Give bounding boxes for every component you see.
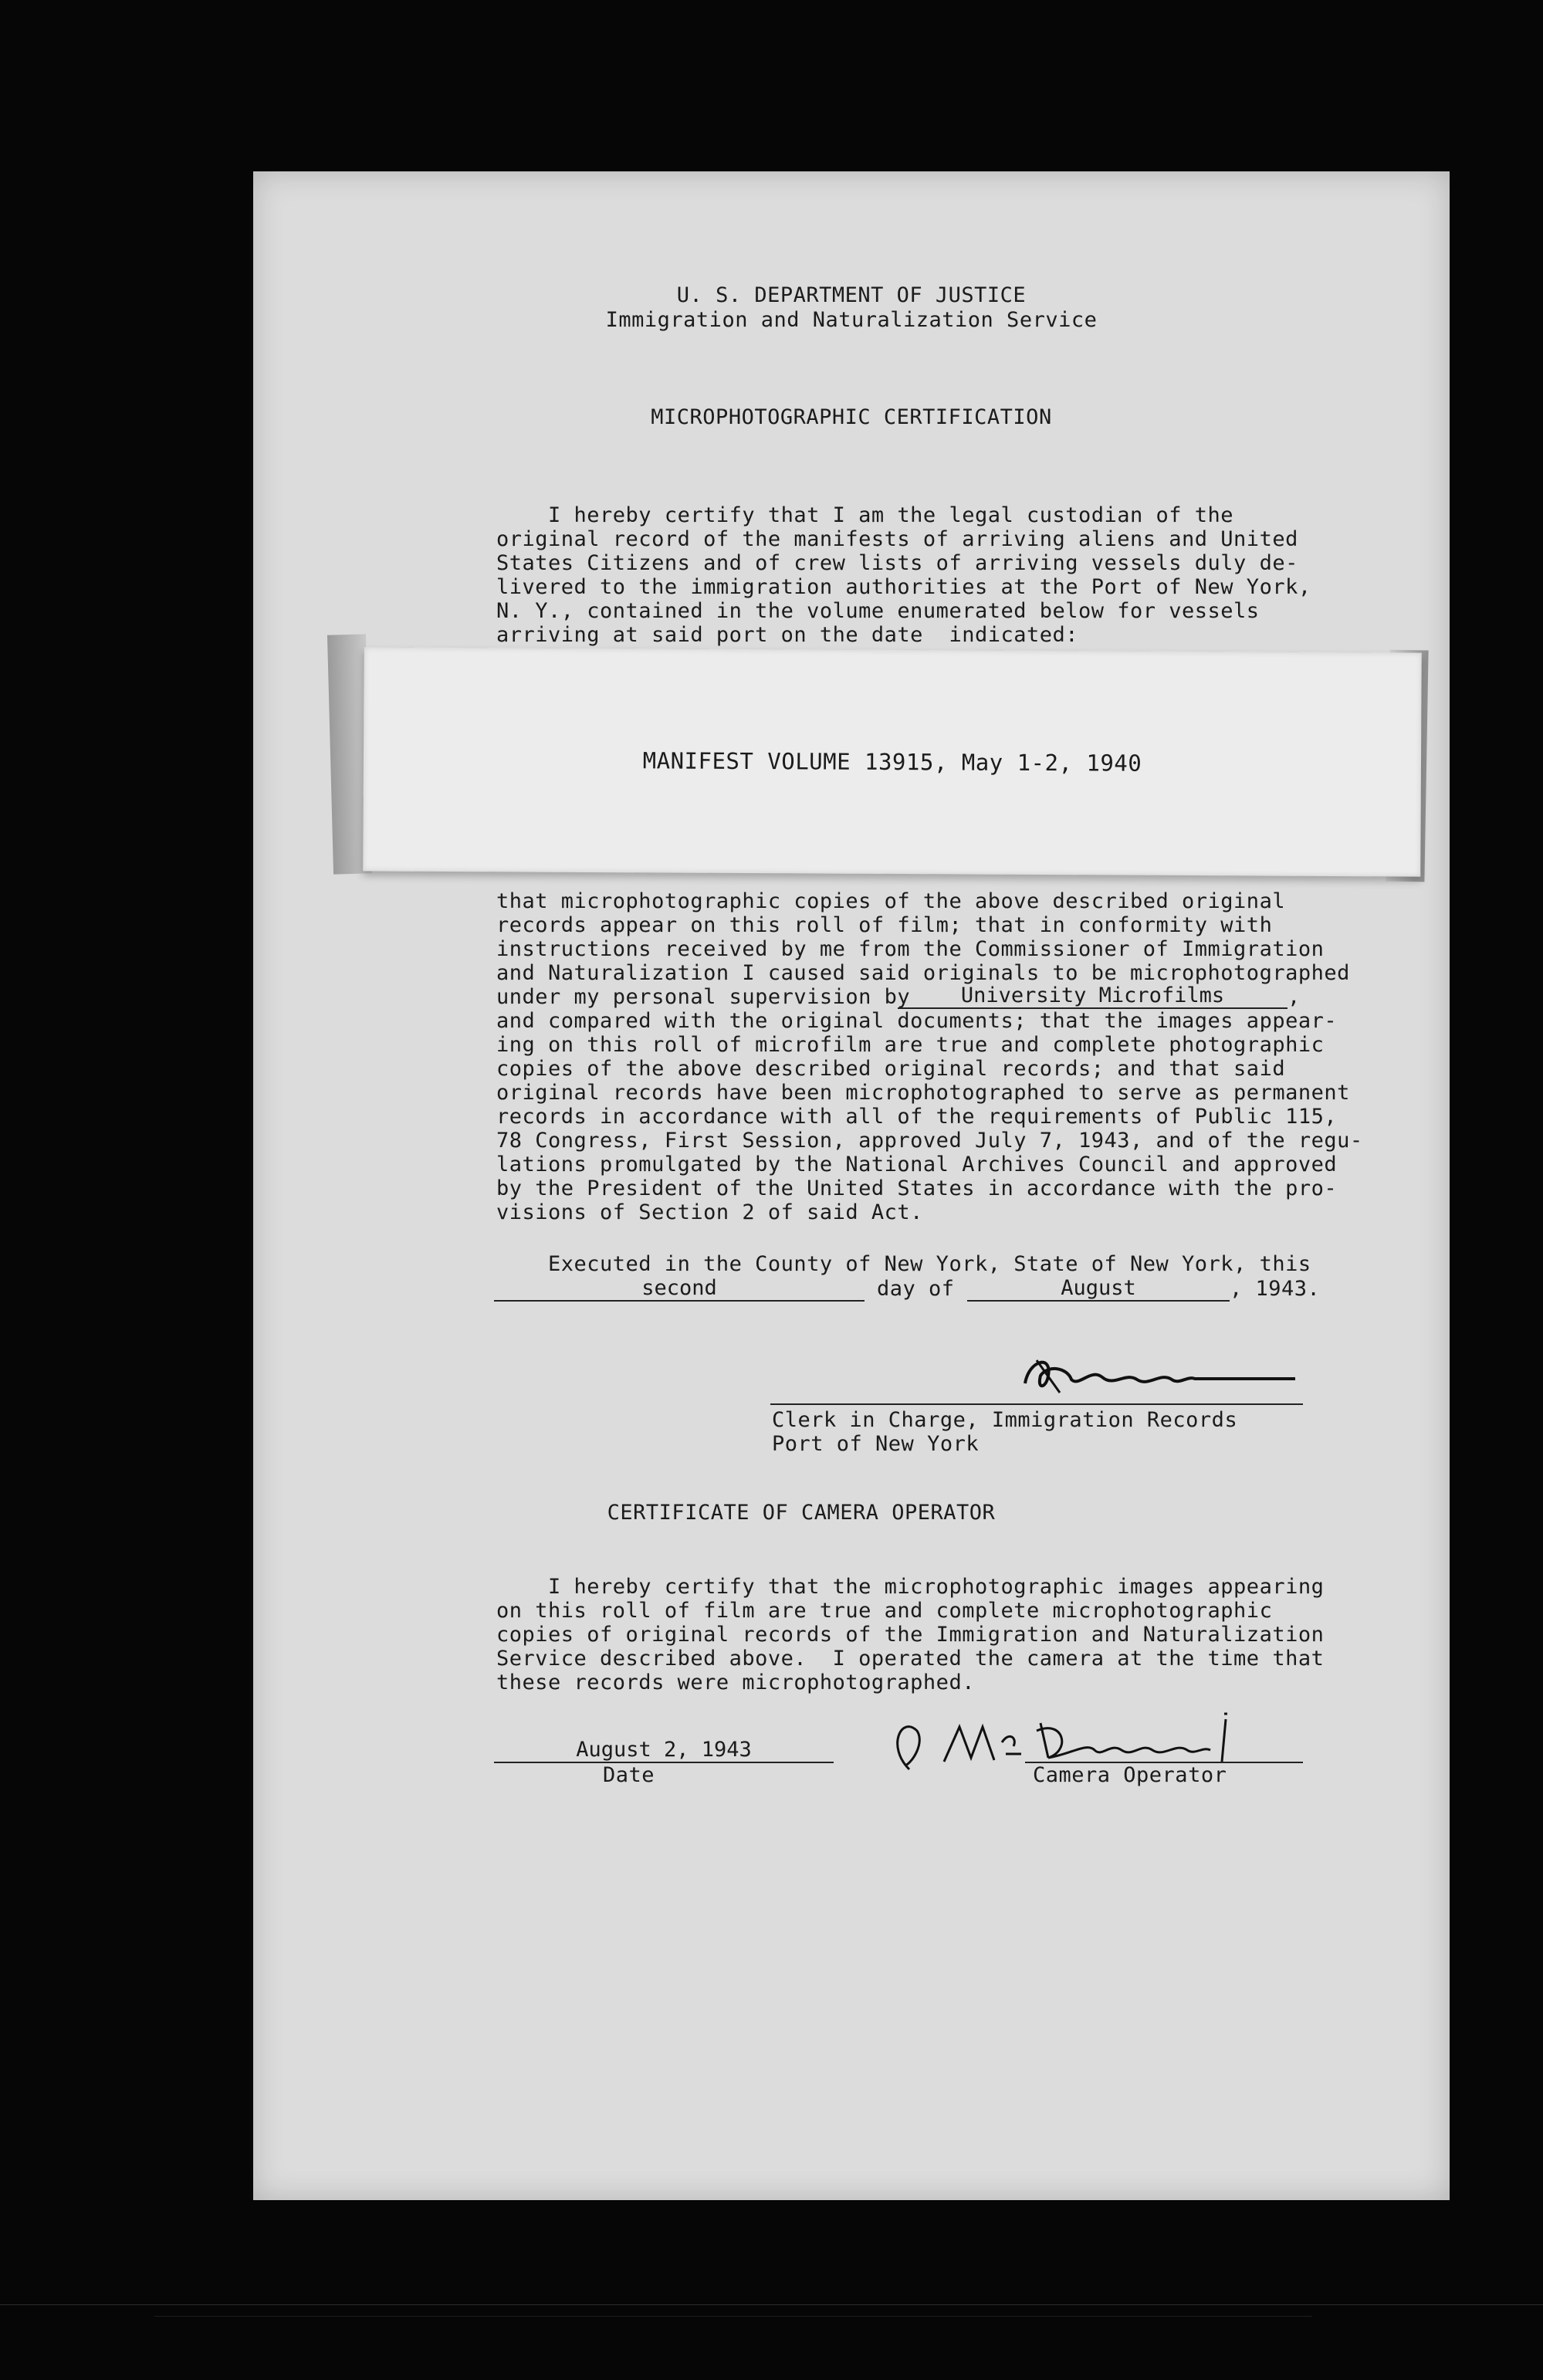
paragraph-line: States Citizens and of crew lists of arriving vessels duly de- bbox=[496, 551, 1298, 575]
paragraph-line: records in accordance with all of the requirements of Public 115, bbox=[496, 1105, 1338, 1129]
day-field: second bbox=[494, 1277, 865, 1302]
paragraph-line: by the President of the United States in accordance with the pro- bbox=[496, 1176, 1338, 1200]
paragraph-line: original records have been microphotographed to serve as permanent bbox=[496, 1081, 1350, 1105]
paragraph-line: I hereby certify that the microphotographic images appearing bbox=[496, 1575, 1325, 1599]
film-scratch bbox=[0, 2304, 1543, 2305]
year-label: , 1943. bbox=[1230, 1277, 1321, 1301]
department-heading: U. S. DEPARTMENT OF JUSTICE bbox=[676, 283, 1027, 307]
paragraph-line: Service described above. I operated the camera at the time that bbox=[496, 1647, 1325, 1671]
service-heading: Immigration and Naturalization Service bbox=[605, 308, 1098, 332]
paragraph-line: lations promulgated by the National Archives Council and approved bbox=[496, 1153, 1338, 1176]
paragraph-line: that microphotographic copies of the above described original bbox=[496, 889, 1286, 913]
paragraph-line: on this roll of film are true and complete microphotographic bbox=[496, 1599, 1273, 1623]
comma: , bbox=[1288, 985, 1301, 1009]
certificate-page bbox=[253, 171, 1450, 2200]
paragraph-line: instructions received by me from the Commissioner of Immigration bbox=[496, 937, 1325, 961]
supervision-name-field: University Microfilms bbox=[898, 984, 1288, 1009]
paragraph-line: these records were microphotographed. bbox=[496, 1671, 975, 1694]
clerk-signature-line bbox=[770, 1403, 1303, 1405]
paragraph-line: and compared with the original documents; that the images appear- bbox=[496, 1009, 1338, 1033]
manifest-volume-label: MANIFEST VOLUME 13915, May 1-2, 1940 bbox=[642, 747, 1142, 777]
clerk-title: Clerk in Charge, Immigration Records bbox=[772, 1408, 1238, 1432]
paragraph-line: copies of the above described original records; and that said bbox=[496, 1057, 1286, 1081]
date-label: Date bbox=[603, 1763, 655, 1787]
paragraph-line: visions of Section 2 of said Act. bbox=[496, 1200, 923, 1224]
paragraph-line: livered to the immigration authorities at the Port of New York, bbox=[496, 575, 1311, 599]
paragraph-line: arriving at said port on the date indicated: bbox=[496, 623, 1078, 647]
camera-operator-label: Camera Operator bbox=[1033, 1763, 1227, 1787]
paragraph-line: I hereby certify that I am the legal custodian of the bbox=[496, 503, 1234, 527]
manifest-slip bbox=[363, 647, 1421, 876]
film-scratch bbox=[154, 2316, 1312, 2317]
certification-title: MICROPHOTOGRAPHIC CERTIFICATION bbox=[651, 405, 1052, 429]
camera-certificate-title: CERTIFICATE OF CAMERA OPERATOR bbox=[607, 1501, 996, 1525]
clerk-location: Port of New York bbox=[772, 1432, 980, 1456]
supervision-prefix: under my personal supervision by bbox=[496, 985, 911, 1009]
paragraph-line: records appear on this roll of film; that in conformity with bbox=[496, 913, 1273, 937]
paragraph-line: N. Y., contained in the volume enumerated below for vessels bbox=[496, 599, 1260, 623]
paragraph-line: 78 Congress, First Session, approved July 7, 1943, and of the regu- bbox=[496, 1129, 1363, 1153]
day-of-label: day of bbox=[877, 1277, 955, 1301]
paragraph-line: copies of original records of the Immigration and Naturalization bbox=[496, 1623, 1325, 1647]
paragraph-line: and Naturalization I caused said originals to be microphotographed bbox=[496, 961, 1350, 985]
paragraph-line: original record of the manifests of arriving aliens and United bbox=[496, 527, 1298, 551]
camera-date-field: August 2, 1943 bbox=[494, 1738, 834, 1763]
paragraph-line: ing on this roll of microfilm are true and complete photographic bbox=[496, 1033, 1325, 1057]
executed-line: Executed in the County of New York, State of New York, this bbox=[496, 1252, 1311, 1276]
clerk-signature-scrawl bbox=[894, 1345, 1295, 1407]
month-field: August bbox=[967, 1277, 1230, 1302]
